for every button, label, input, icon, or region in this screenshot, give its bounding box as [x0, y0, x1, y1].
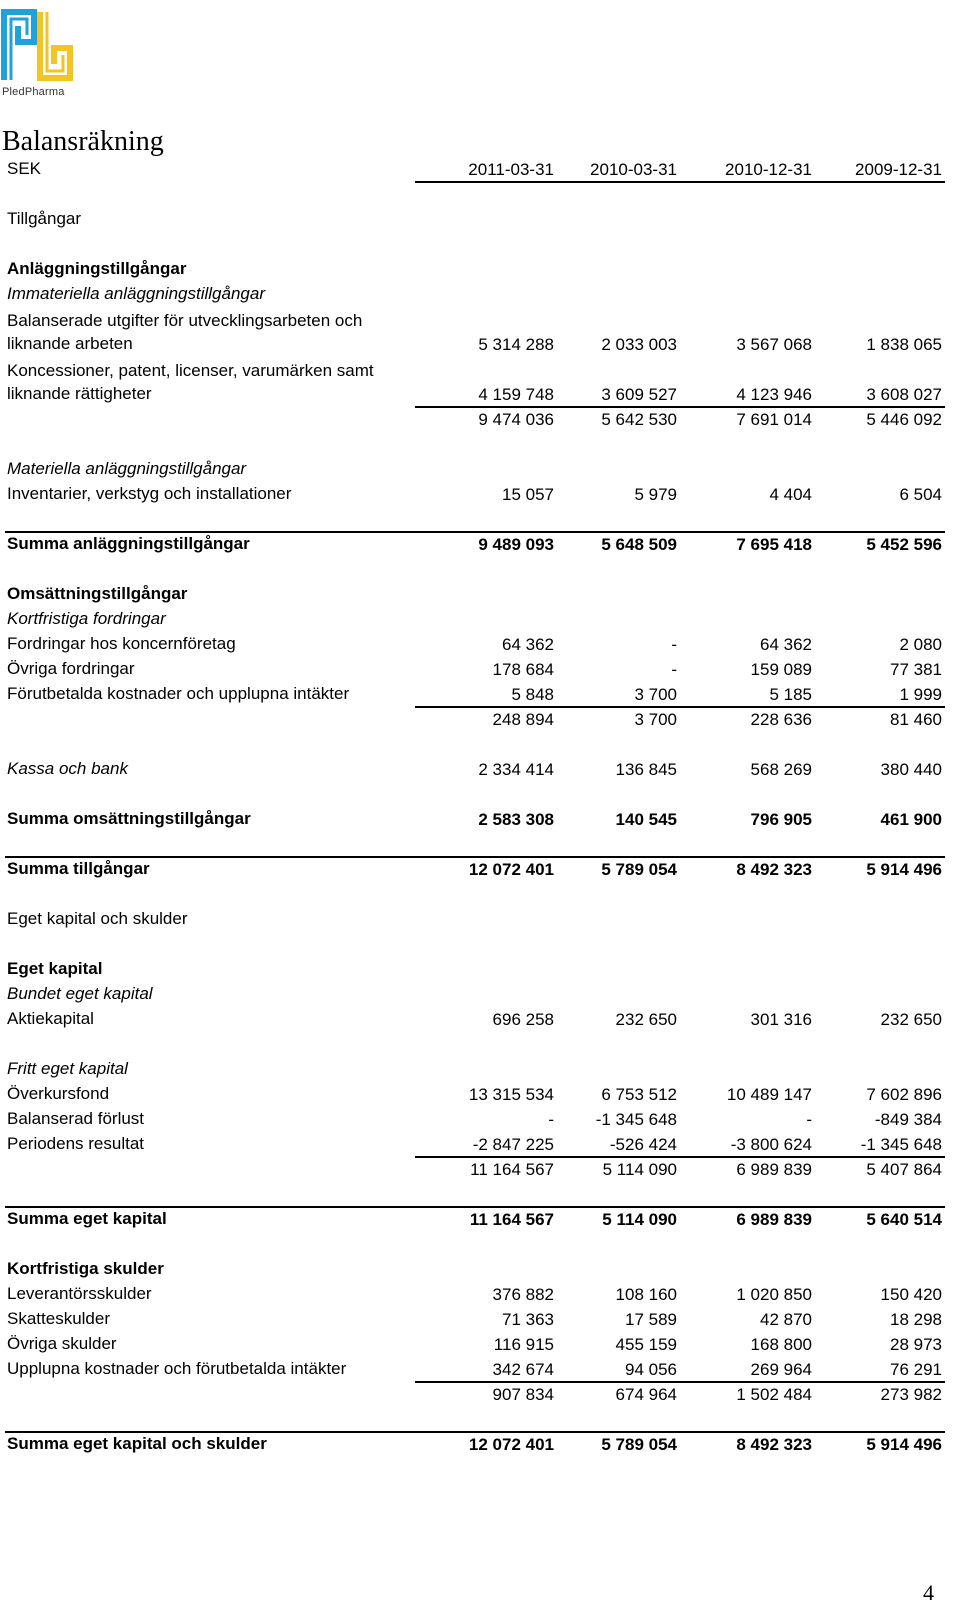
table-row — [0, 1233, 960, 1258]
value-cell: 13 315 534 — [468, 1085, 554, 1104]
value-cell: 696 258 — [492, 1010, 554, 1029]
value-cell: -849 384 — [874, 1110, 942, 1129]
value-cell: 6 989 839 — [736, 1210, 812, 1229]
value-cell: 5 114 090 — [602, 1160, 677, 1179]
table-row — [0, 1158, 960, 1183]
value-cell: -1 345 648 — [595, 1110, 677, 1129]
value-cell: 301 316 — [750, 1010, 812, 1029]
row-label: Summa anläggningstillgångar — [7, 534, 250, 553]
value-cell: 159 089 — [750, 660, 812, 679]
value-cell: 1 999 — [899, 685, 942, 704]
row-label: Inventarier, verkstyg och installationer — [7, 484, 292, 503]
value-cell: 4 159 748 — [478, 385, 554, 404]
value-cell: 5 648 509 — [601, 535, 677, 554]
pledpharma-logo-mark — [0, 6, 74, 84]
table-row — [0, 1183, 960, 1208]
table-row — [0, 1308, 960, 1333]
value-cell: 2 033 003 — [601, 335, 677, 354]
table-row — [0, 258, 960, 283]
table-row — [0, 633, 960, 658]
table-row — [0, 1333, 960, 1358]
column-header: 2010-03-31 — [590, 160, 677, 179]
row-label: Kassa och bank — [7, 759, 128, 778]
table-row — [0, 1008, 960, 1033]
table-header-row — [0, 158, 960, 183]
value-cell: 5 114 090 — [602, 1210, 677, 1229]
value-cell: 10 489 147 — [726, 1085, 812, 1104]
table-row — [0, 408, 960, 433]
row-label: Eget kapital och skulder — [7, 909, 188, 928]
value-cell: 455 159 — [615, 1335, 677, 1354]
value-cell: 6 504 — [899, 485, 942, 504]
value-cell: 4 404 — [769, 485, 812, 504]
table-row — [0, 558, 960, 583]
row-label: Materiella anläggningstillgångar — [7, 459, 247, 478]
value-cell: - — [806, 1110, 812, 1129]
table-row — [0, 833, 960, 858]
value-cell: 12 072 401 — [468, 1435, 554, 1454]
value-cell: 77 381 — [890, 660, 942, 679]
value-cell: 273 982 — [880, 1385, 942, 1404]
value-cell: 5 642 530 — [601, 410, 677, 429]
row-label: Summa eget kapital och skulder — [7, 1434, 267, 1453]
row-label: Kortfristiga skulder — [7, 1259, 164, 1278]
value-cell: 15 057 — [502, 485, 554, 504]
value-cell: 1 502 484 — [736, 1385, 812, 1404]
table-row — [0, 208, 960, 233]
column-header: 2010-12-31 — [725, 160, 812, 179]
value-cell: 232 650 — [880, 1010, 942, 1029]
row-label: Periodens resultat — [7, 1134, 145, 1153]
table-row — [0, 933, 960, 958]
value-cell: 94 056 — [625, 1360, 677, 1379]
table-row — [0, 708, 960, 733]
table-row — [0, 1133, 960, 1158]
value-cell: 6 753 512 — [601, 1085, 677, 1104]
value-cell: -526 424 — [609, 1135, 677, 1154]
table-row — [0, 308, 960, 358]
table-row — [0, 1408, 960, 1433]
row-label: Kortfristiga fordringar — [7, 609, 166, 628]
row-label: Balanserade utgifter för utvecklingsarbeten och liknande arbeten — [7, 311, 363, 353]
value-cell: 76 291 — [890, 1360, 942, 1379]
row-label: Fritt eget kapital — [7, 1059, 128, 1078]
table-row — [0, 1208, 960, 1233]
value-cell: 64 362 — [760, 635, 812, 654]
value-cell: 7 602 896 — [866, 1085, 942, 1104]
row-label: Tillgångar — [7, 209, 82, 228]
balance-sheet-table — [0, 158, 960, 1458]
table-row — [0, 1383, 960, 1408]
value-cell: - — [548, 1110, 554, 1129]
table-row — [0, 883, 960, 908]
value-cell: 568 269 — [750, 760, 812, 779]
row-label: Koncessioner, patent, licenser, varumärken samt liknande rättigheter — [7, 361, 374, 403]
row-label: Leverantörsskulder — [7, 1284, 152, 1303]
table-row — [0, 1358, 960, 1383]
value-cell: 3 700 — [634, 685, 677, 704]
value-cell: 2 080 — [899, 635, 942, 654]
value-cell: 2 334 414 — [478, 760, 554, 779]
table-row — [0, 683, 960, 708]
value-cell: 380 440 — [880, 760, 942, 779]
value-cell: -2 847 225 — [472, 1135, 554, 1154]
value-cell: 6 989 839 — [736, 1160, 812, 1179]
value-cell: 11 164 567 — [469, 1210, 554, 1229]
row-label: Immateriella anläggningstillgångar — [7, 284, 265, 303]
value-cell: 7 691 014 — [736, 410, 812, 429]
value-cell: 376 882 — [492, 1285, 554, 1304]
value-cell: 248 894 — [492, 710, 554, 729]
value-cell: 9 489 093 — [478, 535, 554, 554]
currency-label: SEK — [7, 159, 42, 178]
value-cell: 5 789 054 — [601, 1435, 677, 1454]
value-cell: 28 973 — [890, 1335, 942, 1354]
value-cell: 907 834 — [492, 1385, 554, 1404]
value-cell: 461 900 — [880, 810, 942, 829]
value-cell: -1 345 648 — [860, 1135, 942, 1154]
value-cell: 269 964 — [750, 1360, 812, 1379]
value-cell: 116 915 — [493, 1335, 554, 1354]
page-title: Balansräkning — [2, 126, 164, 157]
value-cell: 796 905 — [750, 810, 812, 829]
value-cell: 1 838 065 — [866, 335, 942, 354]
value-cell: 3 700 — [634, 710, 677, 729]
table-row — [0, 508, 960, 533]
row-label: Anläggningstillgångar — [7, 259, 187, 278]
table-row — [0, 1283, 960, 1308]
table-row — [0, 358, 960, 408]
page-number: 4 — [923, 1580, 934, 1605]
value-cell: 3 567 068 — [736, 335, 812, 354]
table-row — [0, 283, 960, 308]
row-label: Summa tillgångar — [7, 859, 150, 878]
value-cell: 9 474 036 — [478, 410, 554, 429]
column-header: 2009-12-31 — [855, 160, 942, 179]
value-cell: 5 979 — [634, 485, 677, 504]
table-row — [0, 1083, 960, 1108]
value-cell: 12 072 401 — [468, 860, 554, 879]
value-cell: 5 314 288 — [478, 335, 554, 354]
table-row — [0, 1108, 960, 1133]
row-label: Övriga fordringar — [7, 659, 135, 678]
table-row — [0, 483, 960, 508]
value-cell: 342 674 — [492, 1360, 554, 1379]
value-cell: 5 914 496 — [866, 1435, 942, 1454]
value-cell: 150 420 — [880, 1285, 942, 1304]
table-row — [0, 533, 960, 558]
value-cell: 8 492 323 — [736, 860, 812, 879]
value-cell: 5 640 514 — [866, 1210, 942, 1229]
value-cell: 17 589 — [625, 1310, 677, 1329]
table-row — [0, 1258, 960, 1283]
value-cell: 5 446 092 — [866, 410, 942, 429]
table-row — [0, 733, 960, 758]
value-cell: 18 298 — [890, 1310, 942, 1329]
table-row — [0, 1033, 960, 1058]
row-label: Fordringar hos koncernföretag — [7, 634, 236, 653]
table-row — [0, 983, 960, 1008]
value-cell: 3 609 527 — [601, 385, 677, 404]
value-cell: 228 636 — [750, 710, 812, 729]
value-cell: 108 160 — [615, 1285, 677, 1304]
table-row — [0, 233, 960, 258]
value-cell: 168 800 — [750, 1335, 812, 1354]
row-label: Bundet eget kapital — [7, 984, 153, 1003]
table-row — [0, 758, 960, 783]
value-cell: 5 789 054 — [601, 860, 677, 879]
value-cell: 81 460 — [890, 710, 942, 729]
value-cell: 5 185 — [769, 685, 812, 704]
table-row — [0, 458, 960, 483]
value-cell: 11 164 567 — [470, 1160, 554, 1179]
value-cell: 5 914 496 — [866, 860, 942, 879]
table-row — [0, 783, 960, 808]
pledpharma-logo — [0, 6, 74, 96]
table-row — [0, 433, 960, 458]
value-cell: - — [671, 660, 677, 679]
row-label: Summa omsättningstillgångar — [7, 809, 251, 828]
row-label: Upplupna kostnader och förutbetalda intäkter — [7, 1359, 347, 1378]
value-cell: 5 848 — [511, 685, 554, 704]
value-cell: 674 964 — [615, 1385, 677, 1404]
value-cell: 7 695 418 — [736, 535, 812, 554]
value-cell: 71 363 — [502, 1310, 554, 1329]
table-row — [0, 608, 960, 633]
row-label: Aktiekapital — [7, 1009, 94, 1028]
table-row — [0, 658, 960, 683]
value-cell: 64 362 — [502, 635, 554, 654]
value-cell: 140 545 — [615, 810, 677, 829]
row-label: Förutbetalda kostnader och upplupna intäkter — [7, 684, 350, 703]
row-label: Summa eget kapital — [7, 1209, 167, 1228]
table-row — [0, 183, 960, 208]
table-row — [0, 1433, 960, 1458]
row-label: Eget kapital — [7, 959, 103, 978]
table-row — [0, 908, 960, 933]
value-cell: 232 650 — [615, 1010, 677, 1029]
row-label: Omsättningstillgångar — [7, 584, 188, 603]
value-cell: 3 608 027 — [866, 385, 942, 404]
value-cell: - — [671, 635, 677, 654]
value-cell: 1 020 850 — [736, 1285, 812, 1304]
value-cell: 4 123 946 — [736, 385, 812, 404]
value-cell: 136 845 — [615, 760, 677, 779]
value-cell: 42 870 — [760, 1310, 812, 1329]
value-cell: -3 800 624 — [730, 1135, 812, 1154]
row-label: Överkursfond — [7, 1084, 110, 1103]
table-row — [0, 858, 960, 883]
value-cell: 2 583 308 — [478, 810, 554, 829]
value-cell: 5 407 864 — [866, 1160, 942, 1179]
value-cell: 178 684 — [492, 660, 554, 679]
table-row — [0, 808, 960, 833]
logo-wordmark: PledPharma — [2, 86, 65, 98]
value-cell: 8 492 323 — [736, 1435, 812, 1454]
row-label: Skatteskulder — [7, 1309, 110, 1328]
column-header: 2011-03-31 — [468, 160, 554, 179]
row-label: Balanserad förlust — [7, 1109, 145, 1128]
table-row — [0, 958, 960, 983]
table-row — [0, 1058, 960, 1083]
table-row — [0, 583, 960, 608]
value-cell: 5 452 596 — [866, 535, 942, 554]
row-label: Övriga skulder — [7, 1334, 117, 1353]
